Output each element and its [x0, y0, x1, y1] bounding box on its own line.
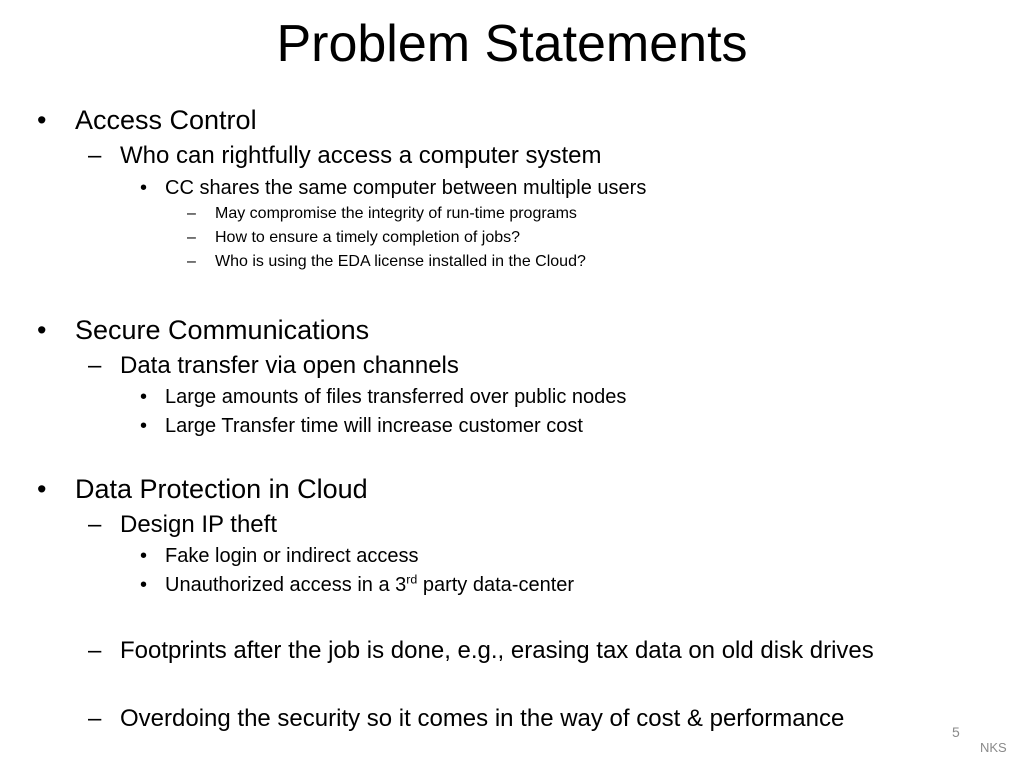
detail-text: Fake login or indirect access [165, 545, 419, 567]
bullet-marker: • [140, 386, 148, 408]
item-timely-completion [187, 227, 521, 249]
subbullet-text: Who can rightfully access a computer system [120, 142, 602, 169]
subbullet-text: Design IP theft [120, 511, 277, 538]
subbullet-text: Data transfer via open channels [120, 352, 459, 379]
bullet-text: Secure Communications [75, 315, 370, 345]
dash-marker: – [88, 705, 102, 732]
bullet-marker: • [140, 177, 148, 199]
subbullet-text: Overdoing the security so it comes in the way of cost & performance [120, 705, 845, 732]
bullet-text: Access Control [75, 105, 257, 135]
item-text: Who is using the EDA license installed in the Cloud? [215, 253, 586, 270]
detail-text-suffix: party data-center [417, 574, 575, 596]
bullet-text: Data Protection in Cloud [75, 474, 368, 504]
detail-text: Large amounts of files transferred over public nodes [165, 386, 627, 408]
bullet-marker: • [140, 545, 148, 567]
subbullet-data-transfer [88, 350, 459, 382]
bullet-marker: • [140, 415, 148, 437]
bullet-data-protection [37, 471, 368, 507]
item-text: How to ensure a timely completion of jobs? [215, 229, 521, 246]
subbullet-overdoing-security [88, 703, 845, 735]
ordinal-suffix: rd [406, 572, 418, 587]
detail-text: Large Transfer time will increase customer cost [165, 415, 583, 437]
detail-cc-shares [140, 174, 647, 202]
detail-third-party [140, 571, 575, 599]
bullet-marker: • [37, 105, 47, 135]
bullet-marker: • [37, 474, 47, 504]
dash-marker: – [187, 205, 196, 222]
bullet-secure-communications [37, 312, 370, 348]
subbullet-design-ip-theft [88, 509, 277, 541]
dash-marker: – [88, 142, 102, 169]
dash-marker: – [187, 253, 196, 270]
detail-large-files [140, 383, 627, 411]
detail-fake-login [140, 542, 419, 570]
bullet-marker: • [140, 574, 148, 596]
detail-text: CC shares the same computer between multiple users [165, 177, 647, 199]
slide-title: Problem Statements [276, 15, 748, 73]
dash-marker: – [88, 352, 102, 379]
page-number: 5 [952, 724, 960, 740]
detail-transfer-time [140, 412, 583, 440]
subbullet-footprints [88, 635, 874, 667]
bullet-access-control [37, 102, 257, 138]
footer-initials: NKS [980, 740, 1007, 755]
dash-marker: – [88, 637, 102, 664]
subbullet-text: Footprints after the job is done, e.g., erasing tax data on old disk drives [120, 637, 874, 664]
dash-marker: – [187, 229, 196, 246]
item-text: May compromise the integrity of run-time programs [215, 205, 577, 222]
dash-marker: – [88, 511, 102, 538]
bullet-marker: • [37, 315, 47, 345]
item-eda-license [187, 251, 586, 273]
item-integrity [187, 203, 577, 225]
detail-text-prefix: Unauthorized access in a 3 [165, 574, 407, 596]
subbullet-who-can-access [88, 140, 602, 172]
